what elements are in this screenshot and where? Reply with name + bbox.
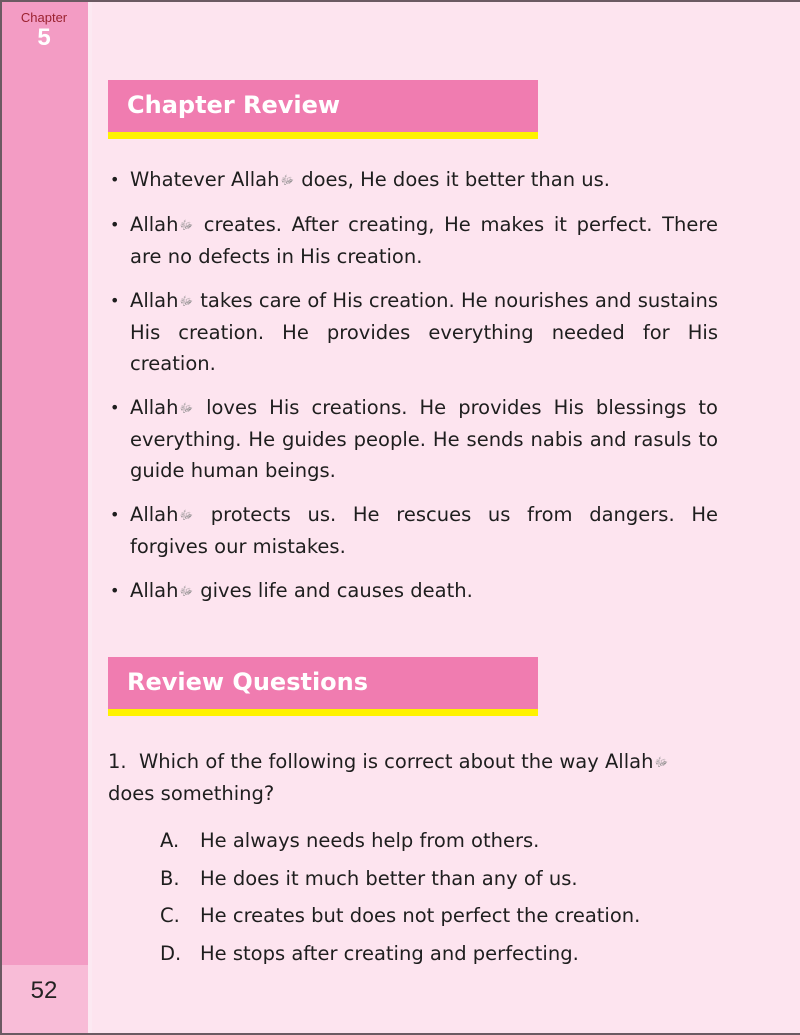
option-text: He always needs help from others. <box>200 829 540 852</box>
chapter-review-header <box>108 80 538 132</box>
answer-option-a <box>160 822 640 860</box>
question-1-options <box>160 822 640 972</box>
review-bullet <box>108 575 718 607</box>
question-number: 1. <box>108 750 127 773</box>
bullet-text: Allah <box>130 396 179 419</box>
answer-option-c <box>160 897 640 935</box>
review-bullet <box>108 209 718 272</box>
bullet-icon: • <box>110 291 120 310</box>
honorific-icon: ﷻ <box>179 584 194 598</box>
option-letter: B. <box>160 866 180 890</box>
option-text: He stops after creating and perfecting. <box>200 941 579 965</box>
bullet-text: Allah <box>130 503 179 526</box>
chapter-number: 5 <box>37 24 51 51</box>
section-title: Chapter Review <box>127 91 341 119</box>
chapter-label: Chapter <box>20 10 68 25</box>
bullet-icon: • <box>110 581 120 600</box>
bullet-text: Allah <box>130 579 179 602</box>
bullet-text: takes care of His creation. He nourishes and sustains His creation. He provides everything needed for His creation. <box>130 289 718 375</box>
option-letter: C. <box>160 904 180 927</box>
bullet-text: loves His creations. He provides His blessings to everything. He guides people. He sends nabis and rasuls to guide human beings. <box>130 396 718 482</box>
review-bullet <box>108 392 718 486</box>
bullet-icon: • <box>110 398 120 417</box>
review-bullet <box>108 285 718 379</box>
review-bullet <box>108 499 718 562</box>
chapter-sidebar <box>0 0 88 1035</box>
bullet-text: Whatever Allah <box>130 168 280 191</box>
honorific-icon: ﷻ <box>280 173 295 187</box>
bullet-icon: • <box>110 170 120 189</box>
option-letter: D. <box>160 941 182 965</box>
question-1 <box>108 746 723 809</box>
chapter-tab <box>0 10 88 50</box>
honorific-icon: ﷻ <box>179 294 194 308</box>
bullet-icon: • <box>110 215 120 234</box>
review-bullet <box>108 164 718 196</box>
bullet-text: creates. After creating, He makes it perfect. There are no defects in His creation. <box>130 213 718 268</box>
header-underline <box>108 709 538 716</box>
answer-option-d <box>160 935 640 973</box>
honorific-icon: ﷻ <box>179 508 194 522</box>
honorific-icon: ﷻ <box>179 401 194 415</box>
bullet-text: Allah <box>130 289 179 312</box>
option-text: He does it much better than any of us. <box>200 866 578 890</box>
bullet-text: gives life and causes death. <box>194 579 473 602</box>
question-text: does something? <box>108 782 275 805</box>
page-number: 52 <box>30 977 58 1004</box>
answer-option-b <box>160 860 640 898</box>
sidebar-edge-stripe <box>88 0 92 1035</box>
honorific-icon: ﷻ <box>654 755 668 769</box>
bullet-text: protects us. He rescues us from dangers. He forgives our mistakes. <box>130 503 718 558</box>
review-questions-header <box>108 657 538 709</box>
question-text: Which of the following is correct about the way Allah <box>139 750 654 773</box>
bullet-icon: • <box>110 505 120 524</box>
header-underline <box>108 132 538 139</box>
section-title: Review Questions <box>127 668 369 696</box>
honorific-icon: ﷻ <box>179 218 194 232</box>
option-text: He creates but does not perfect the creation. <box>200 904 641 927</box>
bullet-text: Allah <box>130 213 179 236</box>
chapter-review-list <box>108 164 718 620</box>
option-letter: A. <box>160 829 180 852</box>
bullet-text: does, He does it better than us. <box>295 168 610 191</box>
